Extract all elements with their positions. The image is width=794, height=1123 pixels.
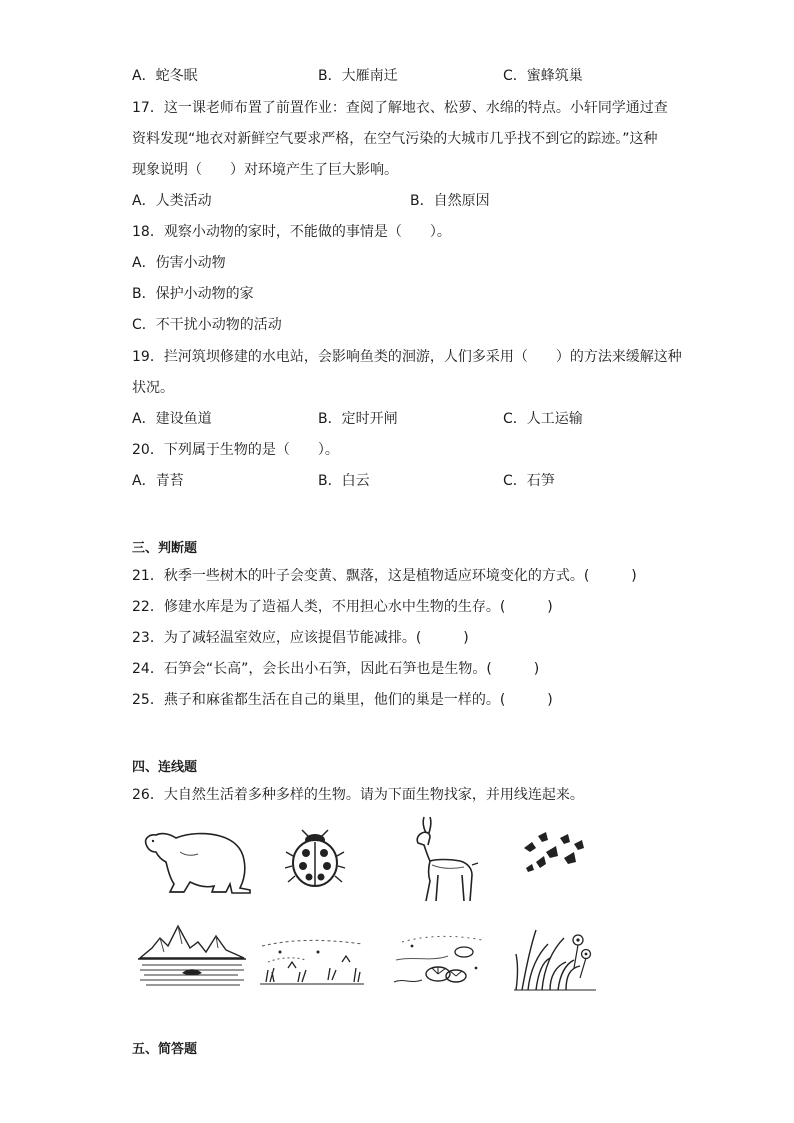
section4-title: 四、连线题 [132, 760, 198, 775]
judge-item-23: 23．为了减轻温室效应，应该提倡节能减排。( ) [132, 630, 469, 646]
iceberg-sea-image[interactable] [138, 918, 246, 992]
q18-option-c[interactable]: C．不干扰小动物的活动 [132, 317, 282, 333]
pond-image[interactable] [392, 922, 492, 990]
birds-icon [518, 828, 588, 878]
q17-option-b[interactable]: B．自然原因 [410, 193, 490, 209]
q16-option-c[interactable]: C．蜜蜂筑巢 [503, 68, 583, 84]
flower-meadow-image[interactable] [512, 918, 596, 992]
pond-icon [392, 922, 492, 990]
q18-option-a[interactable]: A．伤害小动物 [132, 255, 226, 271]
q19-stem-line-2: 状况。 [132, 380, 174, 396]
grassland-icon [258, 922, 366, 988]
q20-option-a[interactable]: A．青苔 [132, 473, 184, 489]
judge-item-24: 24．石笋会“长高”，会长出小石笋，因此石笋也是生物。( ) [132, 661, 540, 677]
q19-option-a[interactable]: A．建设鱼道 [132, 411, 212, 427]
q26-stem: 26．大自然生活着多种多样的生物。请为下面生物找家，并用线连起来。 [132, 787, 584, 803]
q18-option-b[interactable]: B．保护小动物的家 [132, 286, 254, 302]
q17-stem-line-3: 现象说明（ ）对环境产生了巨大影响。 [132, 162, 398, 178]
antelope-image[interactable] [402, 815, 482, 903]
polar-bear-image[interactable] [140, 822, 255, 894]
q16-option-a[interactable]: A．蛇冬眠 [132, 68, 198, 84]
antelope-icon [402, 815, 482, 903]
judge-item-25: 25．燕子和麻雀都生活在自己的巢里，他们的巢是一样的。( ) [132, 692, 553, 708]
q20-option-b[interactable]: B．白云 [318, 473, 370, 489]
ladybug-icon [284, 828, 346, 890]
birds-image[interactable] [518, 828, 588, 878]
polar-bear-icon [140, 822, 255, 894]
judge-item-22: 22．修建水库是为了造福人类，不用担心水中生物的生存。( ) [132, 599, 553, 615]
q20-stem: 20．下列属于生物的是（ ）。 [132, 442, 339, 458]
q18-stem: 18．观察小动物的家时，不能做的事情是（ ）。 [132, 224, 451, 240]
section5-title: 五、简答题 [132, 1042, 198, 1057]
q19-option-b[interactable]: B．定时开闸 [318, 411, 398, 427]
ladybug-image[interactable] [284, 828, 346, 890]
q20-option-c[interactable]: C．石笋 [503, 473, 555, 489]
q17-stem-line-2: 资料发现“地衣对新鲜空气要求严格，在空气污染的大城市几乎找不到它的踪迹。”这种 [132, 131, 658, 147]
iceberg-sea-icon [138, 918, 246, 992]
q17-stem-line-1: 17．这一课老师布置了前置作业：查阅了解地衣、松萝、水绵的特点。小轩同学通过查 [132, 100, 668, 116]
judge-item-21: 21．秋季一些树木的叶子会变黄、飘落，这是植物适应环境变化的方式。( ) [132, 568, 637, 584]
q16-option-b[interactable]: B．大雁南迁 [318, 68, 398, 84]
q19-option-c[interactable]: C．人工运输 [503, 411, 583, 427]
grassland-image[interactable] [258, 922, 366, 988]
section3-title: 三、判断题 [132, 541, 198, 556]
flower-meadow-icon [512, 918, 596, 992]
q17-option-a[interactable]: A．人类活动 [132, 193, 212, 209]
q19-stem-line-1: 19．拦河筑坝修建的水电站，会影响鱼类的洄游，人们多采用（ ）的方法来缓解这种 [132, 349, 682, 365]
